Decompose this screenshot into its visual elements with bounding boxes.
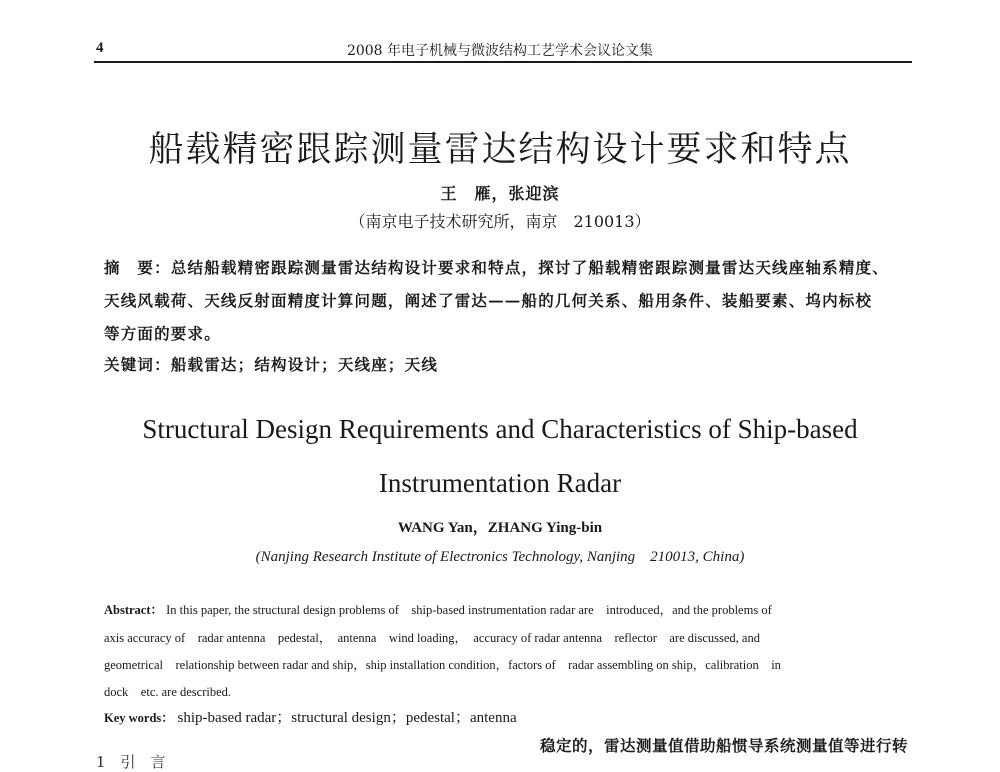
keywords-chinese-label: 关键词：: [104, 355, 171, 374]
abstract-english-line-4: dock etc. are described.: [104, 685, 232, 699]
keywords-chinese: [104, 353, 438, 375]
abstract-english-text: In this paper, the structural design problems of ship-based instrumentation radar are introduced，and the problems of: [166, 603, 772, 617]
abstract-chinese-label: 摘 要：: [104, 258, 171, 277]
abstract-chinese-line-3: 等方面的要求。: [104, 324, 221, 343]
body-text-start: 稳定的，雷达测量值借助船惯导系统测量值等进行转: [539, 736, 908, 755]
paper-title-chinese: 船载精密跟踪测量雷达结构设计要求和特点: [148, 130, 852, 170]
abstract-chinese-line-2: 天线风载荷、天线反射面精度计算问题，阐述了雷达——船的几何关系、船用条件、装船要素、坞内标校: [104, 291, 873, 310]
affiliation-chinese: （南京电子技术研究所，南京 210013）: [349, 212, 651, 231]
authors-english: WANG Yan，ZHANG Ying-bin: [397, 520, 603, 536]
abstract-chinese-text: 总结船载精密跟踪测量雷达结构设计要求和特点，探讨了船载精密跟踪测量雷达天线座轴系精度、: [170, 258, 889, 277]
abstract-english-line-1: [104, 600, 772, 618]
header-rule: [94, 61, 912, 63]
affiliation-english: (Nanjing Research Institute of Electronics Technology, Nanjing 210013, China): [255, 549, 745, 565]
authors-chinese: 王 雁，张迎滨: [440, 184, 560, 203]
keywords-english-label: Key words：: [104, 711, 174, 725]
running-header: 2008 年电子机械与微波结构工艺学术会议论文集: [346, 43, 654, 59]
paper-title-english-line-1: Structural Design Requirements and Characteristics of Ship-based: [142, 414, 858, 444]
abstract-english-line-2: axis accuracy of radar antenna pedestal， antenna wind loading， accuracy of radar antenna reflector are discussed, and: [104, 631, 760, 645]
keywords-chinese-text: 船载雷达；结构设计；天线座；天线: [170, 355, 439, 374]
abstract-english-line-3: geometrical relationship between radar and ship，ship installation condition，factors of radar assembling on ship，calibration in: [104, 658, 781, 672]
keywords-english-text: ship-based radar；structural design；pedestal；antenna: [177, 710, 517, 726]
page-number: 4: [96, 40, 104, 56]
paper-title-english-line-2: Instrumentation Radar: [378, 468, 622, 498]
abstract-chinese-line-1: [104, 256, 889, 278]
abstract-english-label: Abstract：: [104, 603, 164, 617]
keywords-english: [104, 706, 517, 727]
section-heading-fragment: 1 引 言: [96, 753, 166, 771]
